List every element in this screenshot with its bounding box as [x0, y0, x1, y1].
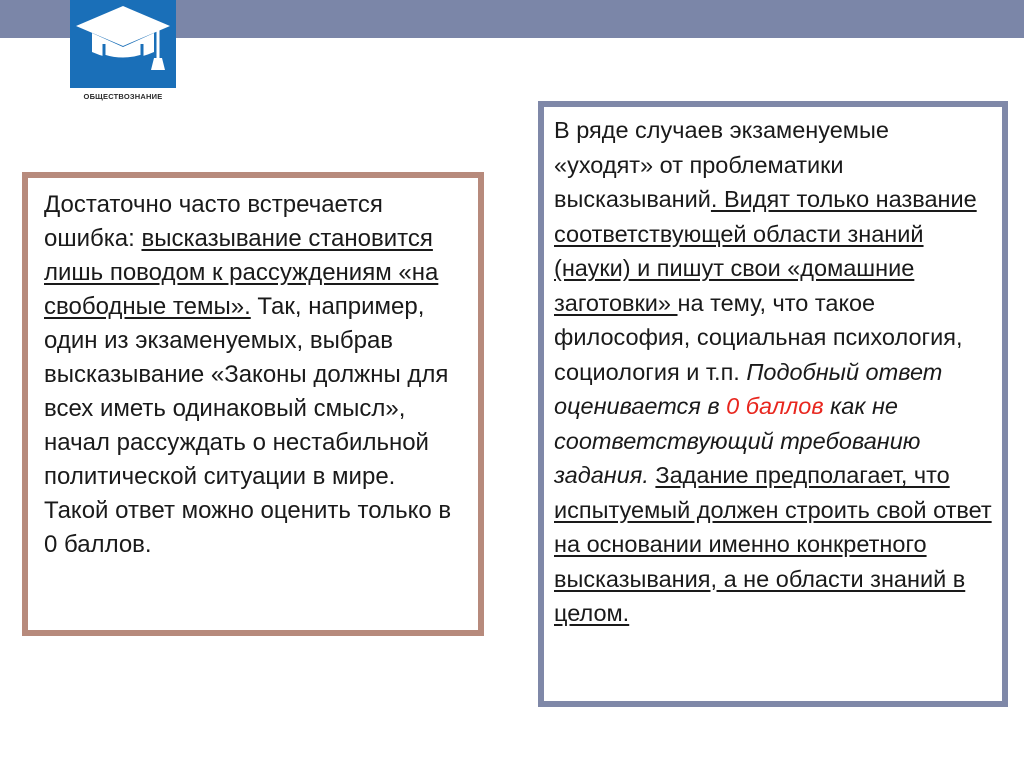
- right-text-underlined-1: . Видят только название соответствующей области знаний (науки) и пишут свои «домашние заготовки»: [554, 186, 977, 316]
- error-example-box: [22, 172, 484, 636]
- logo-tile: [70, 0, 176, 88]
- right-text-requirement: как не соответствующий требованию задания.: [554, 393, 921, 488]
- logo-caption: ОБЩЕСТВОЗНАНИЕ: [83, 92, 163, 101]
- subject-logo: [70, 0, 176, 106]
- left-text-intro: Достаточно часто встречается ошибка:: [44, 191, 383, 252]
- off-topic-box: [538, 101, 1008, 707]
- graduation-cap-icon: [70, 0, 176, 88]
- left-text-example: Так, например, один из экзаменуемых, выбрав высказывание «Законы должны для всех иметь одинаковый смысл», начал рассуждать о нестабильной политической ситуации в мире. Такой ответ можно оценить только в 0 баллов.: [44, 293, 452, 558]
- zero-points-highlight: 0 баллов: [726, 393, 824, 419]
- right-text-topics: на тему, что такое философия, социальная психология, социология и т.п.: [554, 289, 963, 385]
- off-topic-text: [554, 113, 994, 631]
- right-text-underlined-2: Задание предполагает, что испытуемый должен строить свой ответ на основании именно конкретного высказывания, а не области знаний в целом.: [554, 462, 992, 626]
- left-text-underlined: высказывание становится лишь поводом к рассуждениям «на свободные темы».: [44, 225, 439, 320]
- error-example-text: [44, 188, 464, 562]
- right-text-evaluation: Подобный ответ оценивается в: [554, 358, 943, 419]
- right-text-intro: В ряде случаев экзаменуемые «уходят» от проблематики высказываний: [554, 117, 889, 212]
